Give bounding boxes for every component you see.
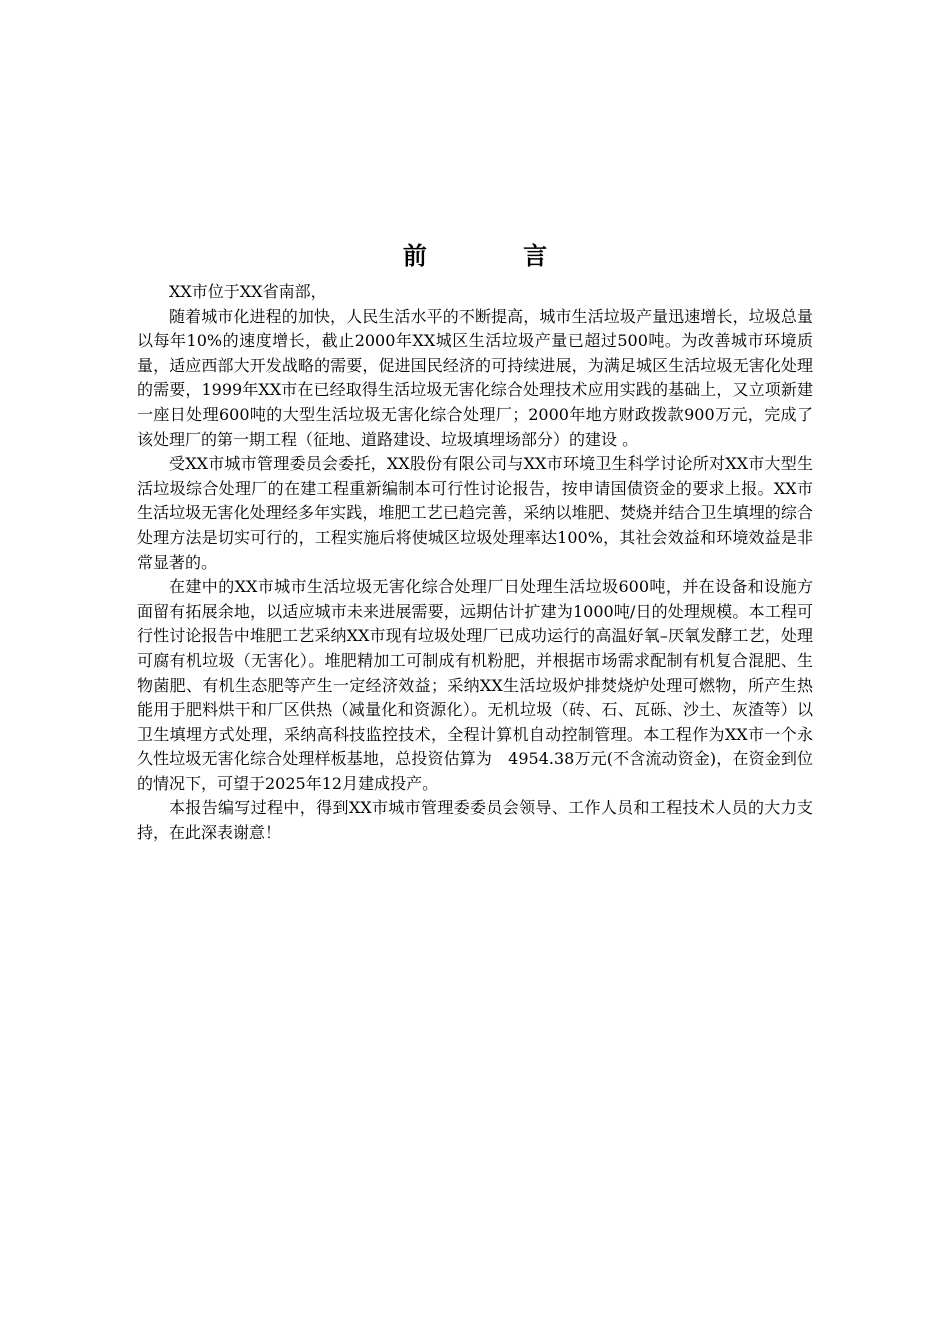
paragraph-commission: 受XX市城市管理委员会委托，XX股份有限公司与XX市环境卫生科学讨论所对XX市大型生活垃圾综合处理厂的在建工程重新编制本可行性讨论报告，按申请国债资金的要求上报。XX市生活垃圾无害化处理经多年实践，堆肥工艺已趋完善，采纳以堆肥、焚烧并结合卫生填埋的综合处理方法是切实可行的，工程实施后将使城区垃圾处理率达100%，其社会效益和环境效益是非常显著的。 xyxy=(137,454,813,572)
document-body xyxy=(137,280,813,846)
document-title: 前 言 xyxy=(402,242,592,270)
paragraph-background: 随着城市化进程的加快，人民生活水平的不断提高，城市生活垃圾产量迅速增长，垃圾总量以每年10%的速度增长，截止2000年XX城区生活垃圾产量已超过500吨。为改善城市环境质量，适应西部大开发战略的需要，促进国民经济的可持续进展，为满足城区生活垃圾无害化处理的需要，1999年XX市在已经取得生活垃圾无害化综合处理技术应用实践的基础上，又立项新建一座日处理600吨的大型生活垃圾无害化综合处理厂；2000年地方财政拨款900万元，完成了该处理厂的第一期工程（征地、道路建设、垃圾填埋场部分）的建设 。 xyxy=(137,306,813,449)
paragraph-acknowledgement: 本报告编写过程中，得到XX市城市管理委委员会领导、工作人员和工程技术人员的大力支持，在此深表谢意！ xyxy=(137,798,813,843)
paragraph-location: XX市位于XX省南部， xyxy=(169,282,327,301)
paragraph-project-scope: 在建中的XX市城市生活垃圾无害化综合处理厂日处理生活垃圾600吨，并在设备和设施方面留有拓展余地，以适应城市未来进展需要，远期估计扩建为1000吨/日的处理规模。本工程可行性讨论报告中堆肥工艺采纳XX市现有垃圾处理厂已成功运行的高温好氧–厌氧发酵工艺，处理可腐有机垃圾（无害化）。堆肥精加工可制成有机粉肥，并根据市场需求配制有机复合混肥、生物菌肥、有机生态肥等产生一定经济效益；采纳XX生活垃圾炉排焚烧炉处理可燃物，所产生热能用于肥料烘干和厂区供热（减量化和资源化）。无机垃圾（砖、石、瓦砾、沙土、灰渣等）以卫生填埋方式处理，采纳高科技监控技术，全程计算机自动控制管理。本工程作为XX市一个永久性垃圾无害化综合处理样板基地，总投资估算为 4954.38万元(不含流动资金)，在资金到位的情况下，可望于2025年12月建成投产。 xyxy=(137,577,813,793)
